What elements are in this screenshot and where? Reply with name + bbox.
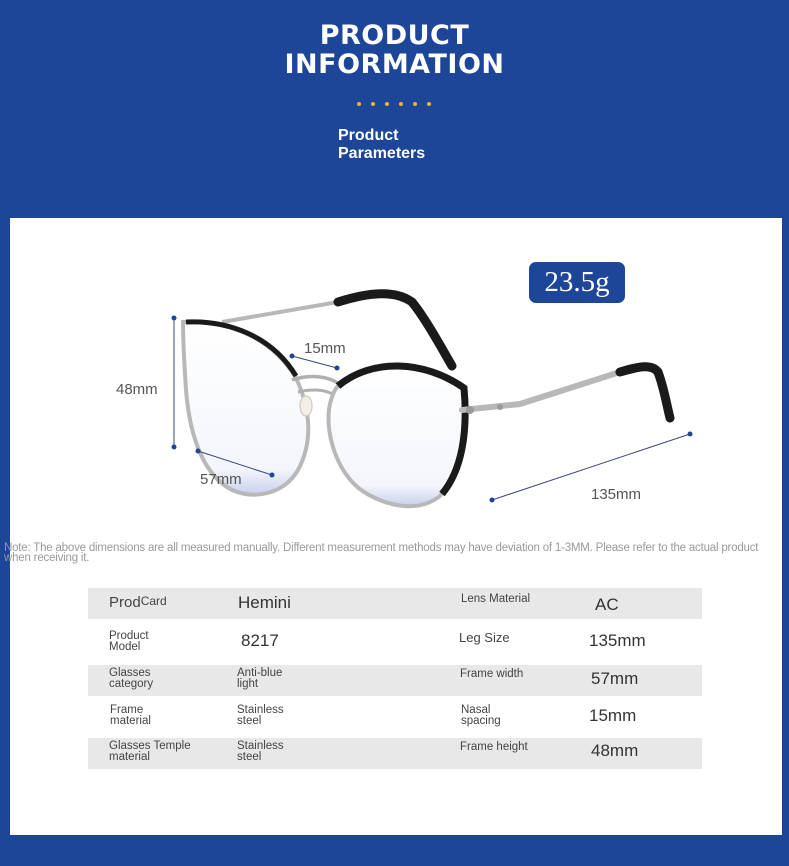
dot-icon bbox=[371, 102, 375, 106]
glasses-illustration bbox=[0, 218, 789, 538]
spec-label: Frame height bbox=[460, 741, 528, 753]
spec-label: Lens Material bbox=[461, 593, 531, 605]
table-row bbox=[88, 626, 702, 657]
table-row bbox=[88, 588, 702, 619]
temple-arm-front bbox=[462, 367, 670, 418]
spec-label: Leg Size bbox=[459, 630, 510, 645]
spec-label: Glasses Temple material bbox=[109, 740, 191, 763]
spec-label-part: Prod bbox=[109, 594, 141, 611]
dot-icon bbox=[413, 102, 417, 106]
dot-icon bbox=[385, 102, 389, 106]
spec-value: Stainless steel bbox=[237, 740, 284, 763]
spec-label-part: Card bbox=[140, 594, 167, 608]
table-row bbox=[88, 702, 702, 733]
table-row bbox=[88, 738, 702, 769]
spec-value: 15mm bbox=[589, 706, 637, 725]
footer-band bbox=[0, 835, 789, 866]
subtitle-line2: Parameters bbox=[338, 145, 426, 162]
subtitle-line1: Product bbox=[338, 127, 399, 144]
left-lens-frame bbox=[183, 322, 308, 495]
spec-label: Frame material bbox=[110, 704, 151, 727]
spec-label: Glasses category bbox=[109, 667, 154, 690]
spec-label: Product Model bbox=[109, 630, 149, 653]
table-row bbox=[88, 665, 702, 696]
spec-value: 57mm bbox=[591, 669, 639, 688]
dim-lens-width-label: 57mm bbox=[200, 471, 242, 488]
page-title-line1: PRODUCT bbox=[319, 20, 470, 51]
dim-bridge-label: 15mm bbox=[304, 340, 346, 357]
dim-height-label: 48mm bbox=[116, 381, 158, 398]
right-lens-frame bbox=[328, 366, 465, 506]
section-subtitle bbox=[338, 127, 425, 163]
weight-badge: 23.5g bbox=[529, 262, 625, 303]
spec-value: 135mm bbox=[589, 631, 646, 650]
dot-icon bbox=[399, 102, 403, 106]
spec-value: Hemini bbox=[238, 593, 291, 612]
spec-value: Stainless steel bbox=[237, 704, 284, 727]
spec-value: AC bbox=[595, 595, 619, 614]
spec-label bbox=[109, 593, 167, 611]
dot-icon bbox=[357, 102, 361, 106]
spec-value: 48mm bbox=[591, 741, 639, 760]
spec-label: Frame width bbox=[460, 668, 524, 680]
measurement-note: Note: The above dimensions are all measured manually. Different measurement methods may have deviation of 1-3MM. Please refer to the actual product when receiving it. bbox=[4, 542, 759, 564]
spec-label: Nasal spacing bbox=[461, 704, 501, 727]
spec-value: 8217 bbox=[241, 631, 279, 650]
page-title-line2: INFORMATION bbox=[284, 49, 505, 80]
dim-temple-label: 135mm bbox=[591, 486, 642, 503]
dot-icon bbox=[427, 102, 431, 106]
spec-value: Anti-blue light bbox=[237, 667, 283, 690]
